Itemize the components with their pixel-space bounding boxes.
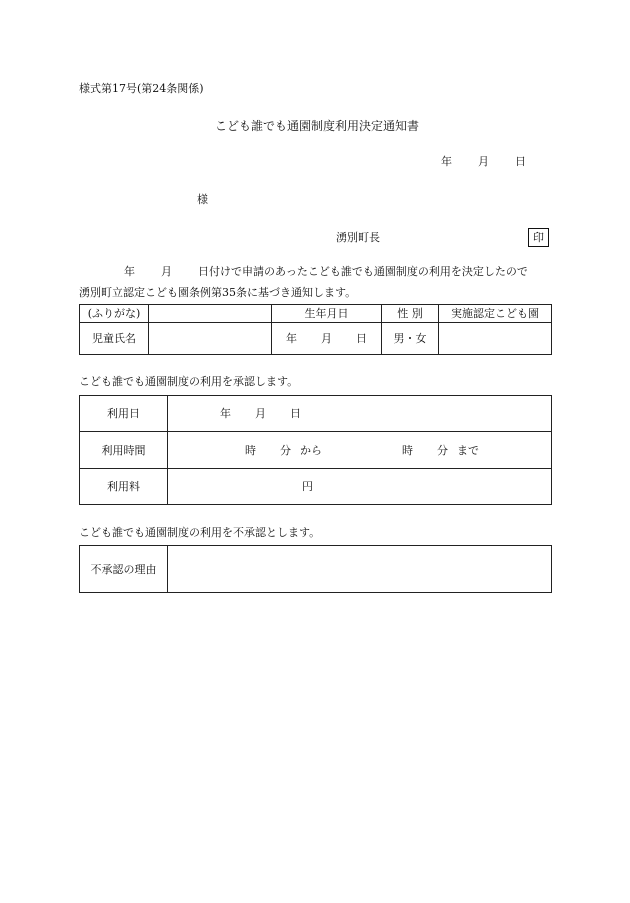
usage-date-field[interactable] bbox=[168, 396, 552, 432]
birth-day: 日 bbox=[356, 332, 367, 345]
facility-field[interactable] bbox=[439, 323, 552, 355]
fee-unit: 円 bbox=[302, 480, 313, 493]
usage-year: 年 bbox=[220, 407, 231, 420]
usage-time-label: 利用時間 bbox=[80, 432, 168, 469]
time-to: まで bbox=[457, 443, 479, 457]
child-info-table bbox=[79, 304, 552, 355]
furigana-label: (ふりがな) bbox=[80, 305, 149, 323]
rejection-heading: こども誰でも通園制度の利用を不承認とします。 bbox=[79, 526, 321, 539]
child-name-label: 児童氏名 bbox=[80, 323, 149, 355]
usage-month: 月 bbox=[255, 407, 266, 420]
rejection-reason-label: 不承認の理由 bbox=[80, 546, 168, 593]
usage-fee-field[interactable] bbox=[168, 469, 552, 505]
birthdate-field[interactable] bbox=[272, 323, 382, 355]
seal-box: 印 bbox=[528, 228, 549, 247]
usage-time-field[interactable] bbox=[168, 432, 552, 469]
issuer-name: 湧別町長 bbox=[336, 231, 380, 244]
intro-text: 日付けで申請のあったこども誰でも通園制度の利用を決定したので bbox=[198, 265, 528, 278]
to-minute: 分 bbox=[437, 443, 448, 457]
intro-month: 月 bbox=[161, 265, 172, 278]
facility-header: 実施認定こども園 bbox=[439, 305, 552, 323]
issue-date bbox=[441, 156, 526, 167]
issue-day: 日 bbox=[515, 155, 526, 168]
time-from: から bbox=[300, 443, 322, 457]
usage-fee-label: 利用料 bbox=[80, 469, 168, 505]
issue-month: 月 bbox=[478, 155, 489, 168]
from-minute: 分 bbox=[280, 443, 291, 457]
to-hour: 時 bbox=[402, 443, 413, 457]
approval-table bbox=[79, 395, 552, 505]
rejection-reason-field[interactable] bbox=[168, 546, 552, 593]
furigana-field[interactable] bbox=[149, 305, 272, 323]
birthdate-header: 生年月日 bbox=[272, 305, 382, 323]
form-number: 様式第17号(第24条関係) bbox=[79, 82, 204, 95]
rejection-table bbox=[79, 545, 552, 593]
birth-year: 年 bbox=[286, 332, 297, 345]
gender-field[interactable]: 男・女 bbox=[382, 323, 439, 355]
issue-year: 年 bbox=[441, 155, 452, 168]
approval-heading: こども誰でも通園制度の利用を承認します。 bbox=[79, 375, 299, 388]
birth-month: 月 bbox=[321, 332, 332, 345]
usage-date-label: 利用日 bbox=[80, 396, 168, 432]
intro-line-2: 湧別町立認定こども園条例第35条に基づき通知します。 bbox=[79, 286, 357, 299]
document-title: こども誰でも通園制度利用決定通知書 bbox=[215, 119, 420, 133]
gender-header: 性 別 bbox=[382, 305, 439, 323]
intro-line-1 bbox=[124, 266, 528, 277]
addressee-honorific: 様 bbox=[197, 193, 208, 206]
from-hour: 時 bbox=[245, 443, 256, 457]
intro-year: 年 bbox=[124, 265, 135, 278]
usage-day: 日 bbox=[290, 407, 301, 420]
child-name-field[interactable] bbox=[149, 323, 272, 355]
